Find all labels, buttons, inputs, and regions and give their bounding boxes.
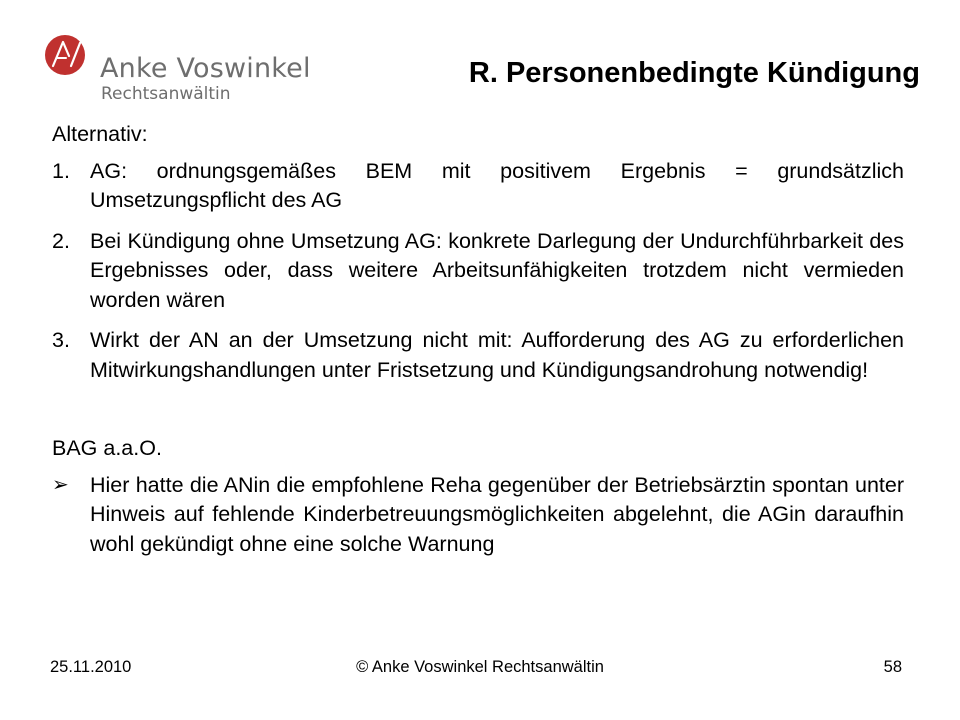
arrow-bullet-icon: ➢ [52, 473, 69, 496]
logo-subtitle: Rechtsanwältin [101, 84, 231, 104]
footer-date: 25.11.2010 [50, 658, 132, 676]
list-number: 2. [52, 228, 70, 253]
list-text: AG: ordnungsgemäßes BEM mit positivem Ergebnis = grundsätzlich Umsetzungspflicht des AG [90, 158, 904, 212]
list-item [52, 326, 904, 385]
logo-name: Anke Voswinkel [100, 53, 311, 84]
list-text: Bei Kündigung ohne Umsetzung AG: konkrete Darlegung der Undurchführbarkeit des Ergebnisses oder, dass weitere Arbeitsunfähigkeiten trotzdem nicht vermieden worden wären [90, 228, 904, 312]
slide-title: R. Personenbedingte Kündigung [468, 57, 920, 89]
slide-content [52, 120, 904, 570]
list-text: Wirkt der AN an der Umsetzung nicht mit: Aufforderung des AG zu erforderlichen Mitwirkungshandlungen unter Fristsetzung und Kündigungsandrohung notwendig! [90, 328, 904, 382]
footer-copyright: © Anke Voswinkel Rechtsanwältin [356, 658, 604, 676]
reference-text: BAG a.a.O. [52, 436, 162, 460]
list-item [52, 227, 904, 316]
logo-monogram-icon [44, 34, 90, 80]
list-number: 3. [52, 328, 70, 352]
page-number: 58 [883, 658, 902, 676]
bullet-text: Hier hatte die ANin die empfohlene Reha gegenüber der Betriebsärztin spontan unter Hinweis auf fehlende Kinderbetreuungsmöglichkeiten abgelehnt, die AGin daraufhin wohl gekündigt ohne eine solche Warnung [90, 472, 904, 556]
list-number: 1. [52, 158, 70, 183]
logo [44, 34, 311, 114]
list-item [52, 157, 904, 216]
bullet-item [52, 471, 904, 560]
intro-text: Alternativ: [52, 122, 148, 146]
